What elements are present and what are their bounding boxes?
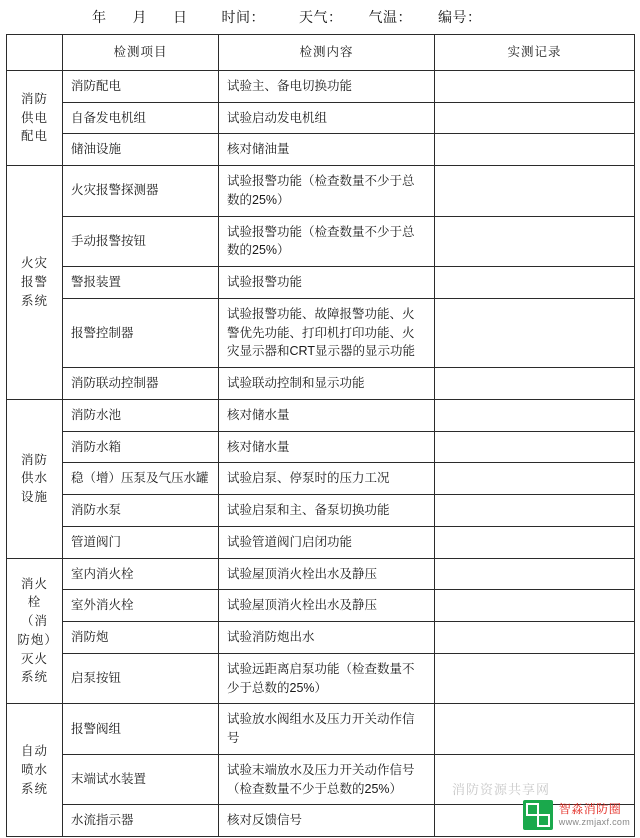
content-cell: 试验末端放水及压力开关动作信号（检查数量不少于总数的25%） <box>219 754 435 805</box>
record-cell[interactable] <box>435 801 635 837</box>
content-cell: 试验启动发电机组 <box>219 102 435 134</box>
table-row <box>7 134 635 166</box>
record-cell[interactable] <box>435 622 635 654</box>
content-cell: 试验远距离启泵功能（检查数量不少于总数的25%） <box>219 653 435 704</box>
header-field-time: 时间： <box>221 9 265 25</box>
table-row <box>7 399 635 431</box>
item-cell: 室内消火栓 <box>63 558 219 590</box>
column-header-item: 检测项目 <box>63 35 219 71</box>
table-row <box>7 622 635 654</box>
content-cell: 核对反馈信号 <box>219 805 435 837</box>
record-cell[interactable] <box>435 102 635 134</box>
content-cell: 试验屋顶消火栓出水及静压 <box>219 590 435 622</box>
category-cell: 消火栓（消防炮）灭火系统 <box>7 558 63 704</box>
inspection-table <box>6 34 635 837</box>
table-row <box>7 216 635 267</box>
header-field-month: 月 <box>132 9 147 25</box>
item-cell: 室外消火栓 <box>63 590 219 622</box>
item-cell: 消防联动控制器 <box>63 368 219 400</box>
column-header-category <box>7 35 63 71</box>
item-cell: 警报装置 <box>63 267 219 299</box>
table-row <box>7 102 635 134</box>
table-row <box>7 558 635 590</box>
item-cell: 手动报警按钮 <box>63 216 219 267</box>
table-row <box>7 298 635 367</box>
content-cell: 试验启泵、停泵时的压力工况 <box>219 463 435 495</box>
table-row <box>7 704 635 755</box>
record-cell[interactable] <box>435 558 635 590</box>
form-header-line <box>0 0 640 34</box>
item-cell: 消防配电 <box>63 70 219 102</box>
item-cell: 消防水箱 <box>63 431 219 463</box>
record-cell[interactable] <box>435 590 635 622</box>
table-row <box>7 526 635 558</box>
record-cell[interactable] <box>435 653 635 704</box>
item-cell: 消防水泵 <box>63 495 219 527</box>
record-cell[interactable] <box>435 431 635 463</box>
content-cell: 试验屋顶消火栓出水及静压 <box>219 558 435 590</box>
content-cell: 试验报警功能、故障报警功能、火警优先功能、打印机打印功能、火灾显示器和CRT显示器的显示功能 <box>219 298 435 367</box>
record-cell[interactable] <box>435 463 635 495</box>
record-cell[interactable] <box>435 298 635 367</box>
table-row <box>7 653 635 704</box>
item-cell: 自备发电机组 <box>63 102 219 134</box>
content-cell: 核对储油量 <box>219 134 435 166</box>
item-cell: 水流指示器 <box>63 805 219 837</box>
table-row <box>7 495 635 527</box>
table-row <box>7 267 635 299</box>
table-row <box>7 754 635 805</box>
record-cell[interactable] <box>435 70 635 102</box>
item-cell: 消防水池 <box>63 399 219 431</box>
record-cell[interactable] <box>435 754 635 805</box>
content-cell: 试验报警功能（检查数量不少于总数的25%） <box>219 216 435 267</box>
watermark-text: 消防资源共享网 <box>451 782 550 797</box>
table-row <box>7 431 635 463</box>
record-cell[interactable] <box>435 166 635 217</box>
content-cell: 试验放水阀组水及压力开关动作信号 <box>219 704 435 755</box>
category-cell: 自动喷水系统 <box>7 704 63 837</box>
record-cell[interactable] <box>435 134 635 166</box>
category-cell: 消防供水设施 <box>7 399 63 558</box>
item-cell: 报警阀组 <box>63 704 219 755</box>
item-cell: 火灾报警探测器 <box>63 166 219 217</box>
header-field-weather: 天气： <box>299 9 343 25</box>
item-cell: 末端试水装置 <box>63 754 219 805</box>
table-row <box>7 805 635 837</box>
content-cell: 试验管道阀门启闭功能 <box>219 526 435 558</box>
item-cell: 报警控制器 <box>63 298 219 367</box>
category-cell: 消防供电配电 <box>7 70 63 165</box>
table-row <box>7 463 635 495</box>
content-cell: 核对储水量 <box>219 431 435 463</box>
content-cell: 试验消防炮出水 <box>219 622 435 654</box>
item-cell: 稳（增）压泵及气压水罐 <box>63 463 219 495</box>
table-row <box>7 70 635 102</box>
record-cell[interactable] <box>435 704 635 755</box>
content-cell: 试验启泵和主、备泵切换功能 <box>219 495 435 527</box>
table-row <box>7 368 635 400</box>
content-cell: 试验联动控制和显示功能 <box>219 368 435 400</box>
content-cell: 试验报警功能（检查数量不少于总数的25%） <box>219 166 435 217</box>
table-row <box>7 590 635 622</box>
column-header-content: 检测内容 <box>219 35 435 71</box>
record-cell[interactable] <box>435 368 635 400</box>
content-cell: 核对储水量 <box>219 399 435 431</box>
item-cell: 管道阀门 <box>63 526 219 558</box>
item-cell: 启泵按钮 <box>63 653 219 704</box>
header-field-temperature: 气温： <box>368 9 412 25</box>
content-cell: 试验主、备电切换功能 <box>219 70 435 102</box>
category-cell: 火灾报警系统 <box>7 166 63 400</box>
item-cell: 储油设施 <box>63 134 219 166</box>
record-cell[interactable] <box>435 526 635 558</box>
record-cell[interactable] <box>435 399 635 431</box>
record-cell[interactable] <box>435 495 635 527</box>
header-field-day: 日 <box>173 9 188 25</box>
record-cell[interactable] <box>435 216 635 267</box>
brand-name: 智淼消防圈 <box>558 801 622 816</box>
table-row <box>7 166 635 217</box>
header-field-number: 编号： <box>438 9 482 25</box>
header-field-year: 年 <box>92 9 107 25</box>
table-header-row <box>7 35 635 71</box>
item-cell: 消防炮 <box>63 622 219 654</box>
brand-url: www.zmjaxf.com <box>558 816 630 827</box>
content-cell: 试验报警功能 <box>219 267 435 299</box>
record-cell[interactable] <box>435 267 635 299</box>
column-header-record: 实测记录 <box>435 35 635 71</box>
